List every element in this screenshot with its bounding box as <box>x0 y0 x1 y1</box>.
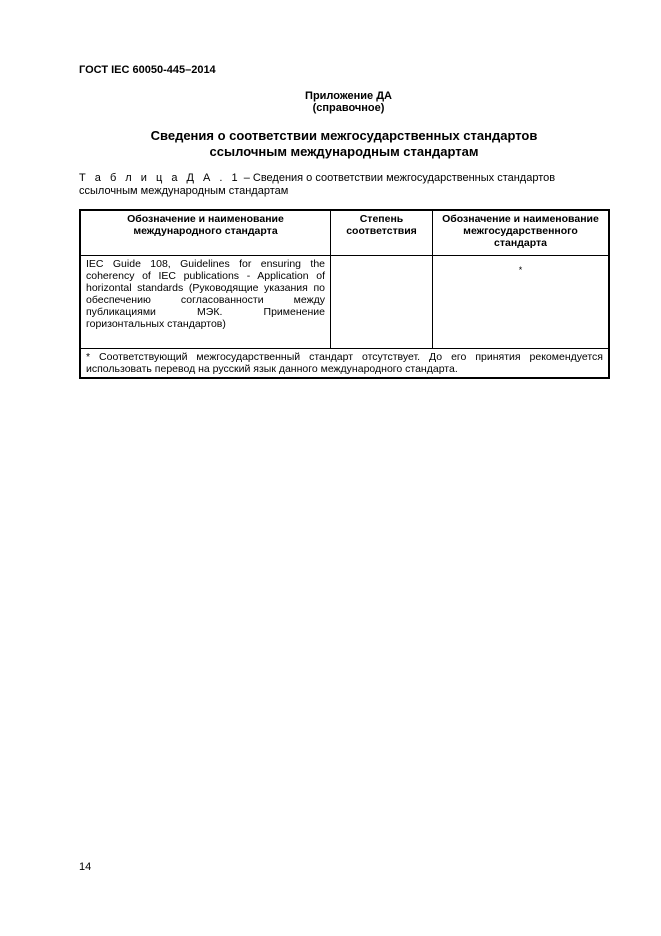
section-heading-line2: ссылочным международным стандартам <box>209 144 479 159</box>
table-caption-text: – Сведения о соответствии межгосударственных стандартов ссылочным международным стандартам <box>79 172 556 197</box>
cell-degree-of-conformity <box>331 256 433 349</box>
section-heading-line1: Сведения о соответствии межгосударственных стандартов <box>150 128 538 143</box>
document-code: ГОСТ IEC 60050-445–2014 <box>79 64 216 76</box>
table-caption <box>79 172 609 198</box>
table-header-row <box>80 210 609 256</box>
annex-title: Приложение ДА <box>305 90 392 102</box>
table-footnote: * Соответствующий межгосударственный стандарт отсутствует. До его принятия рекомендуется использовать перевод на русский язык данного международного стандарта. <box>80 349 609 379</box>
annex-status: (справочное) <box>312 102 385 114</box>
footnote-marker: * <box>518 265 523 275</box>
cell-interstate-standard <box>433 256 610 349</box>
table-row <box>80 256 609 349</box>
cell-international-standard: IEC Guide 108, Guidelines for ensuring the coherency of IEC publications - Application of horizontal standards (Руководящие указания по обеспечению согласованности между публикациями МЭК. Применение горизонтальных стандартов) <box>80 256 331 349</box>
page-number: 14 <box>79 861 92 873</box>
standards-table <box>79 209 610 379</box>
table-caption-prefix: Т а б л и ц а Д А . 1 <box>79 172 241 184</box>
header-interstate-standard: Обозначение и наименование межгосударственного стандарта <box>433 210 610 256</box>
table-footnote-row <box>80 349 609 379</box>
header-international-standard: Обозначение и наименование международного стандарта <box>80 210 331 256</box>
header-degree-of-conformity: Степень соответствия <box>331 210 433 256</box>
